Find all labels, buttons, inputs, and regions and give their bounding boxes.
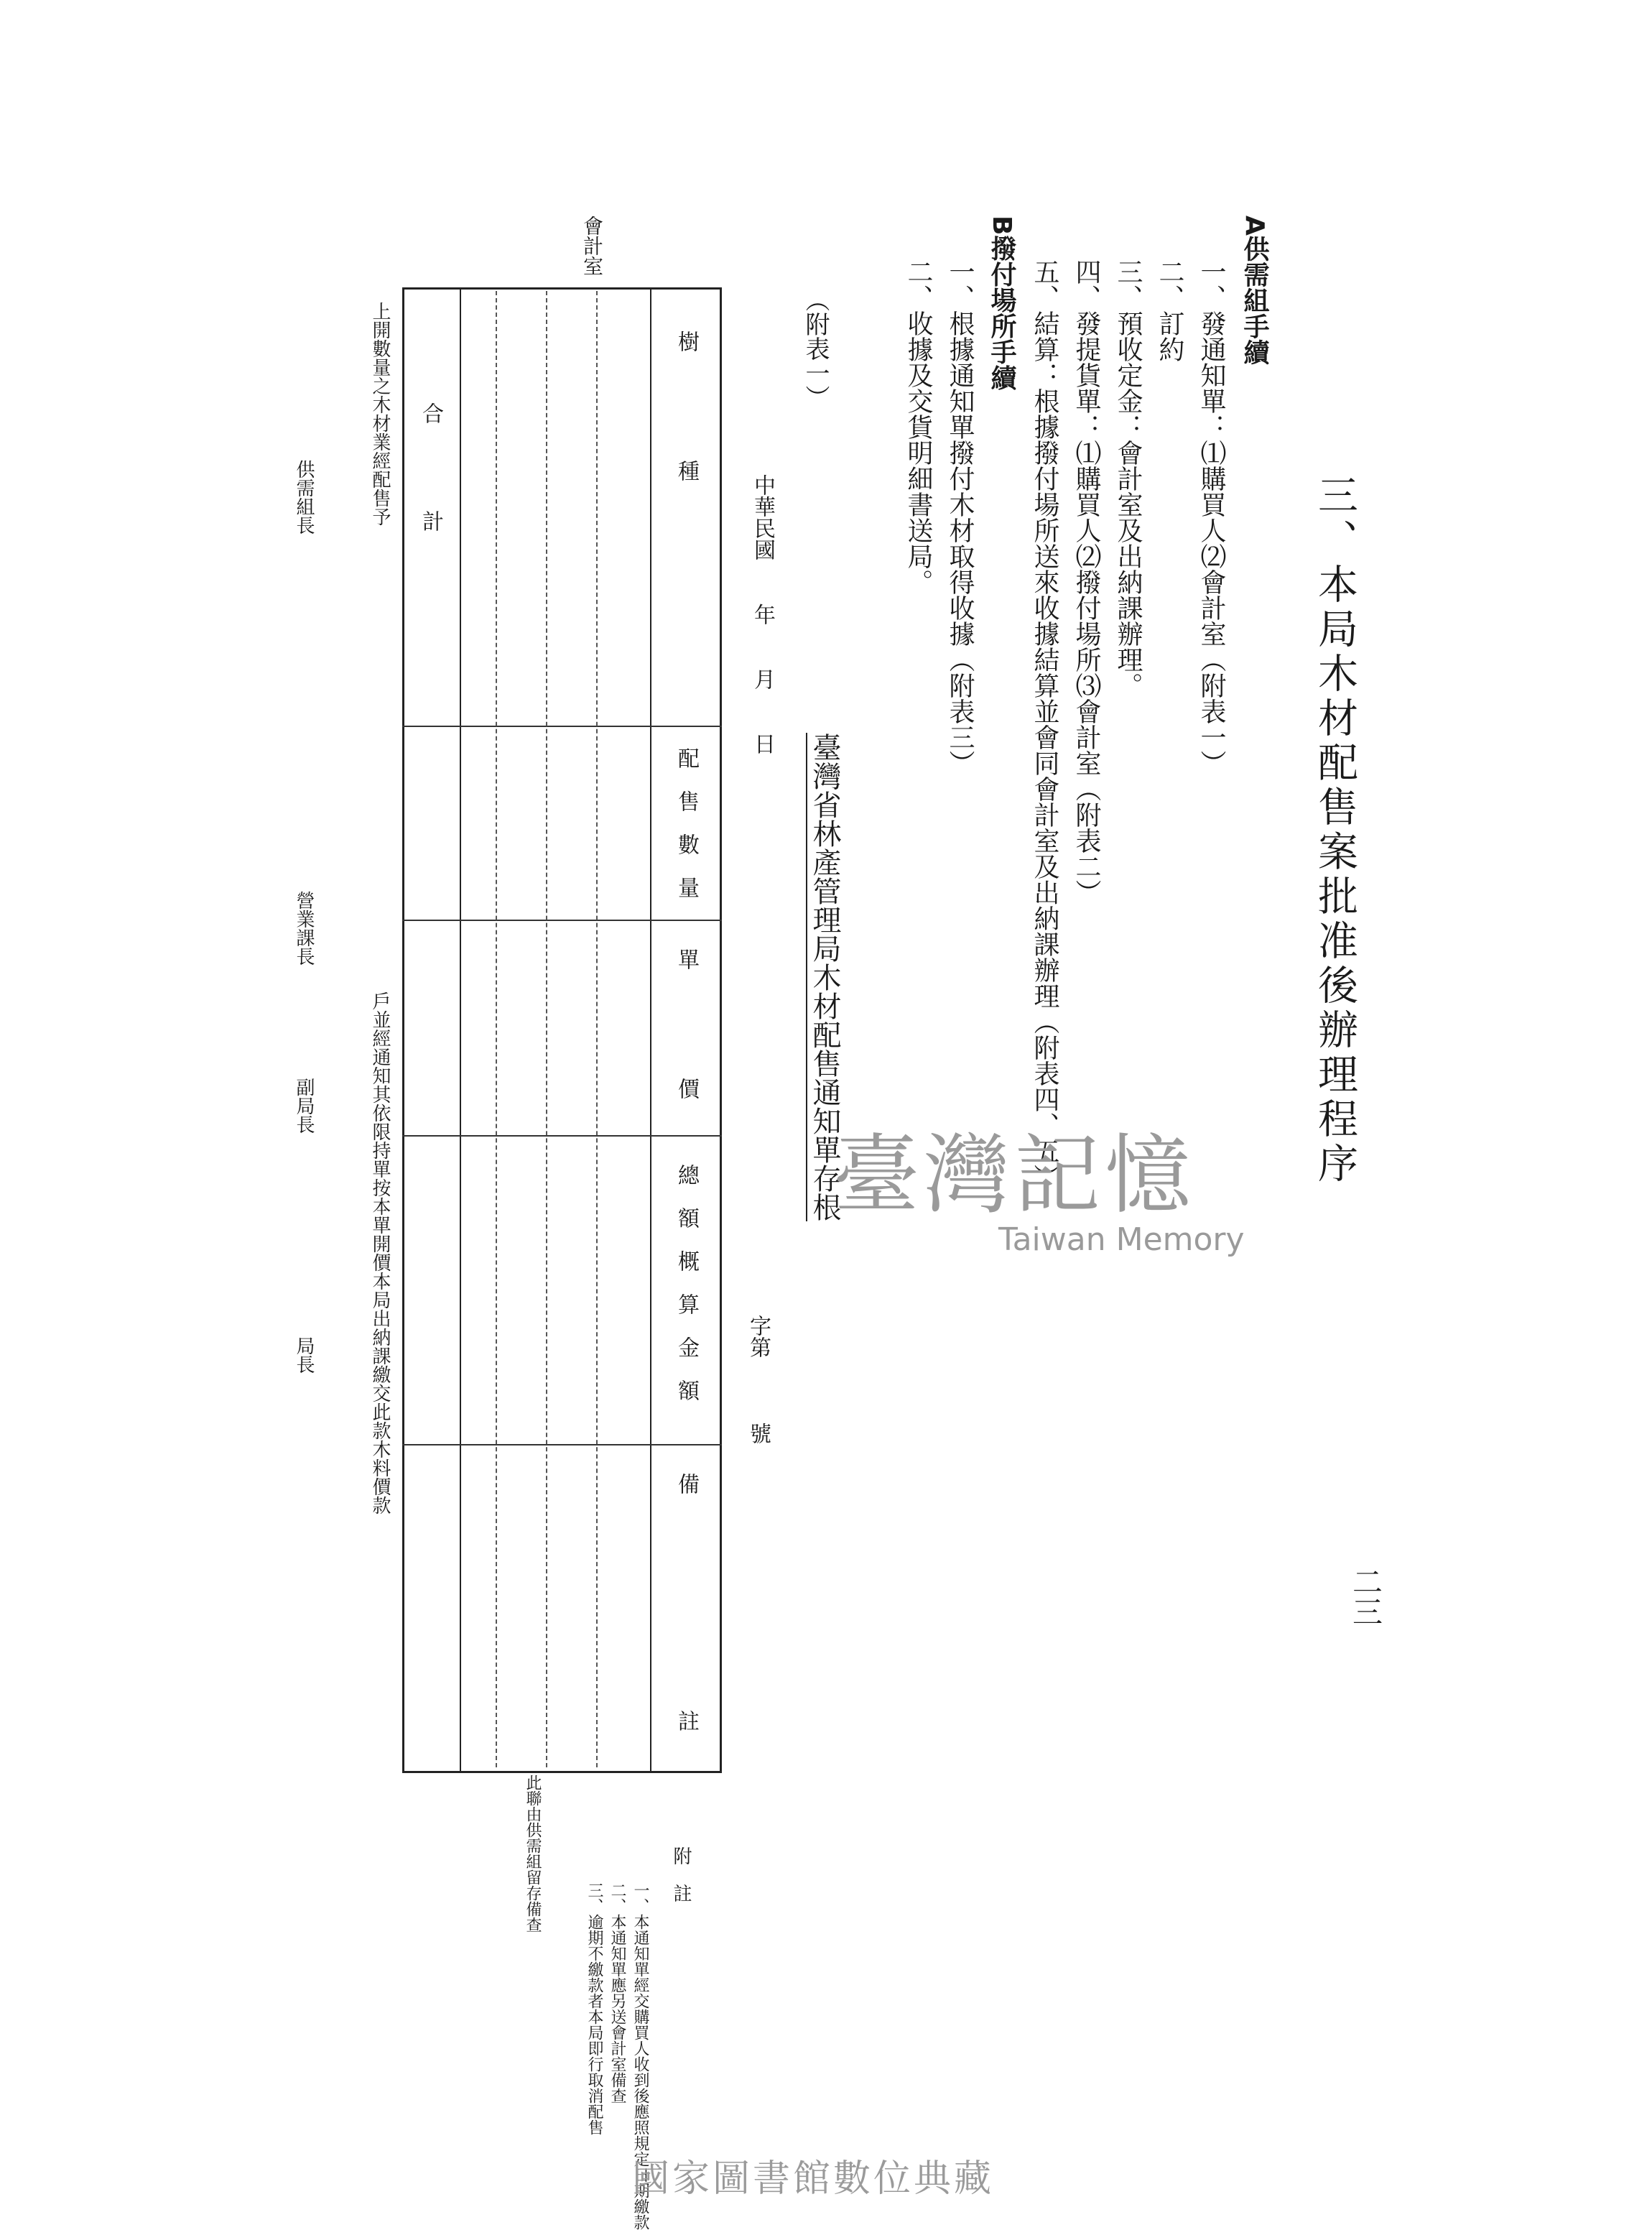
header-price: 價 (674, 1078, 699, 1099)
header-unit: 單 (674, 948, 699, 970)
footer-text: 國家圖書館數位典藏 (632, 2157, 995, 2201)
header-species: 樹 種 (674, 330, 699, 481)
form-title: 臺灣省林產管理局木材配售通知單存根 (806, 733, 839, 1221)
section-b-heading: B撥付場所手續 (987, 216, 1016, 391)
watermark-english: Taiwan Memory (998, 1221, 1245, 1258)
total-label: 合 計 (418, 402, 443, 532)
header-remarks-2: 註 (674, 1710, 699, 1731)
col-line-2 (402, 920, 722, 921)
page-number: 二三 (1348, 1566, 1383, 1627)
section-a-heading: A供需組手續 (1240, 216, 1269, 365)
section-b-step-2: 二、收據及交貨明細書送局。 (904, 259, 933, 595)
entry-line-3 (596, 291, 598, 1767)
remark-3: 三、逾期不繳款者本局即行取消配售 (585, 1882, 603, 2135)
section-title: 三、本局木材配售案批准後辦理程序 (1312, 474, 1358, 1187)
watermark-chinese: 臺灣記憶 (833, 1126, 1195, 1226)
header-row-line (650, 287, 651, 1773)
col-line-4 (402, 1444, 722, 1445)
signature-business-chief: 營業課長 (293, 891, 315, 966)
note-line-2: 戶並經通知其依限持單按本單開價本局出納課繳交此款木料價款 (369, 991, 391, 1514)
remarks-title: 附 註 (670, 1846, 692, 1902)
form-border-right (720, 287, 722, 1773)
form-border-bottom (402, 1771, 722, 1773)
note-line-1: 上開數量之木材業經配售予 (369, 302, 391, 526)
section-a-step-3: 三、預收定金：會計室及出納課辦理。 (1113, 259, 1143, 698)
section-a-step-2: 二、訂約 (1155, 259, 1184, 362)
form-border-top (402, 287, 722, 290)
header-amount: 總 額 概 算 金 額 (674, 1164, 699, 1401)
col-line-1 (402, 726, 722, 727)
header-remarks-1: 備 (674, 1473, 699, 1494)
form-border-left (402, 287, 404, 1773)
total-row-line (460, 287, 461, 1773)
signature-director: 局長 (293, 1336, 315, 1374)
entry-line-2 (546, 291, 547, 1767)
remark-2: 二、本通知單應另送會計室備查 (608, 1882, 626, 2104)
appendix-label: （附表一） (801, 287, 830, 410)
section-b-step-1: 一、根據通知單撥付木材取得收據（附表三） (945, 259, 975, 776)
signature-supply-chief: 供需組長 (293, 460, 315, 535)
section-a-step-4: 四、發提貨單：⑴購買人⑵撥付場所⑶會計室（附表二） (1072, 259, 1101, 905)
col-line-3 (402, 1135, 722, 1137)
form-date-label: 中華民國 年 月 日 (750, 474, 775, 754)
section-a-step-5: 五、結算：根據撥付場所送來收據結算並會同會計室及出納課辦理（附表四、五） (1030, 259, 1059, 1190)
remark-1: 一、本通知單經交購買人收到後應照規定日期繳款 (631, 1882, 649, 2230)
remark-4: 此聯由供需組留存備查 (524, 1775, 542, 1933)
entry-line-1 (496, 291, 497, 1767)
signature-deputy-director: 副局長 (293, 1078, 315, 1134)
form-number-label: 字第 號 (746, 1315, 771, 1444)
section-a-step-1: 一、發通知單：⑴購買人⑵會計室（附表一） (1197, 259, 1226, 776)
side-label-accounting: 會計室 (580, 216, 604, 276)
header-quantity: 配 售 數 量 (674, 747, 699, 898)
